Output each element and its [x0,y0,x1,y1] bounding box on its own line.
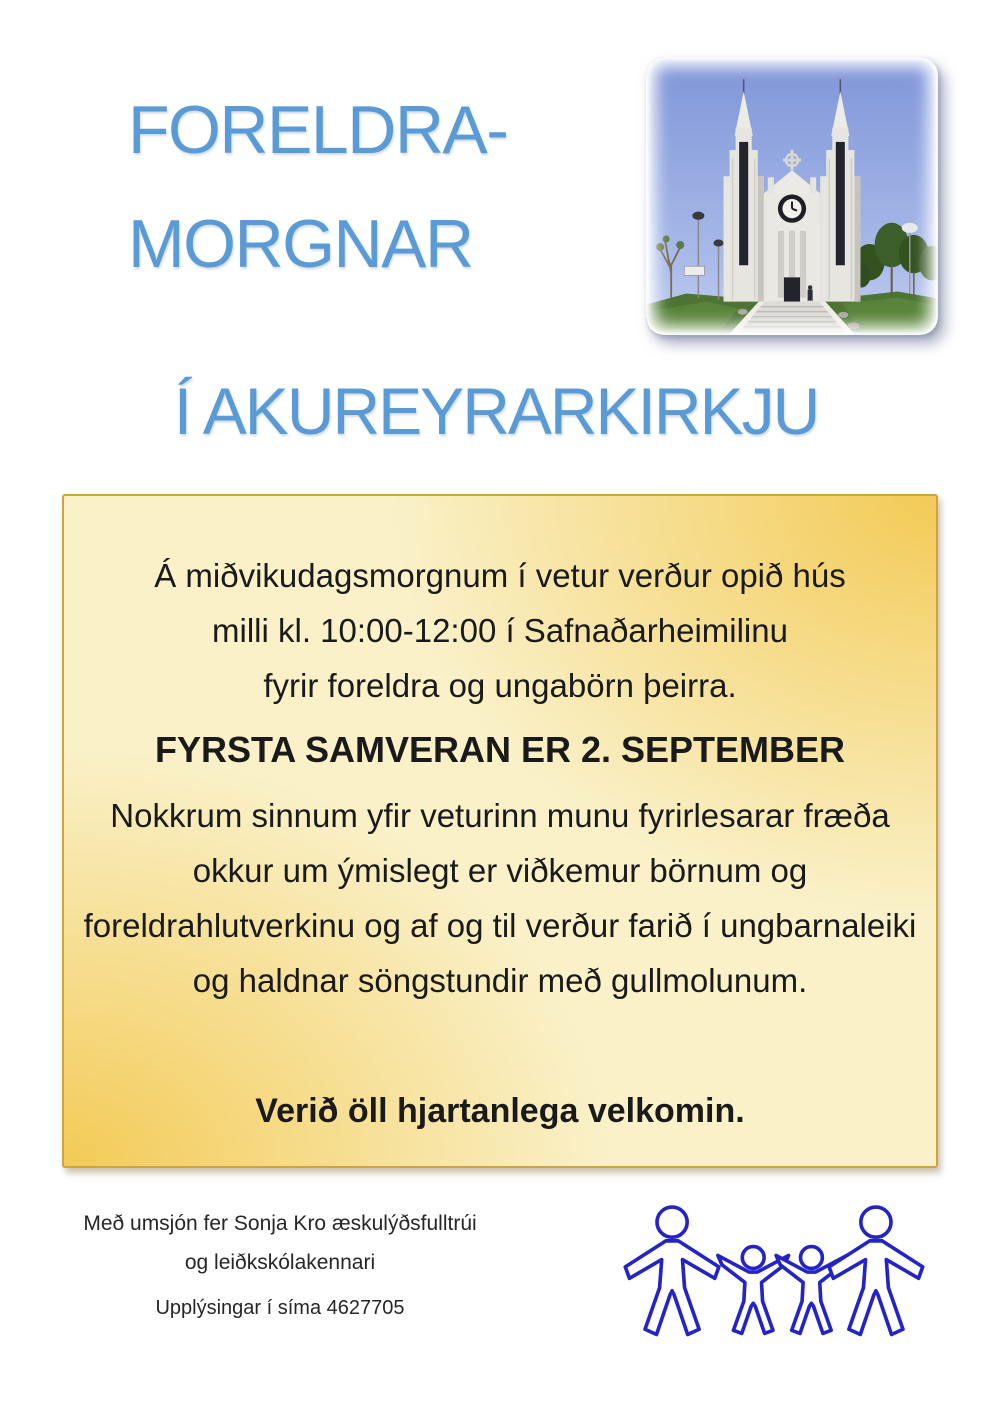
footer-phone-line: Upplýsingar í síma 4627705 [155,1297,405,1319]
poster-title [128,92,508,282]
welcome-highlight: Verið öll hjartanlega velkomin. [255,1092,745,1130]
text-line: og haldnar söngstundir með gullmolunum. [192,962,808,999]
text-line: foreldrahlutverkinu og af og til verður farið í ungbarnaleiki [83,907,917,944]
info-box [62,494,938,1168]
info-paragraph-2 [64,788,936,1008]
footer-contact [70,1204,490,1328]
info-paragraph-1 [64,548,936,713]
footer-supervisor-line1: Með umsjón fer Sonja Kro æskulýðsfulltrúi [83,1212,477,1235]
poster-title-line2: MORGNAR [128,206,473,282]
text-line: milli kl. 10:00-12:00 í Safnaðarheimilinu [212,612,788,649]
family-holding-hands-icon [618,1196,930,1344]
text-line: fyrir foreldra og ungabörn þeirra. [263,667,737,704]
poster-title-line1: FORELDRA- [128,92,508,168]
text-line: okkur um ýmislegt er viðkemur börnum og [192,852,808,889]
church-photo [646,57,938,335]
text-line: Á miðvikudagsmorgnum í vetur verður opið hús [154,557,846,594]
footer-supervisor-line2: og leiðkskólakennari [184,1251,376,1274]
text-line: Nokkrum sinnum yfir veturinn munu fyrirlesarar fræða [110,797,890,834]
poster-subtitle: Í AKUREYRARKIRKJU [173,374,819,448]
first-meeting-highlight: FYRSTA SAMVERAN ER 2. SEPTEMBER [154,729,846,770]
akureyrarkirkja-illustration [646,57,938,335]
